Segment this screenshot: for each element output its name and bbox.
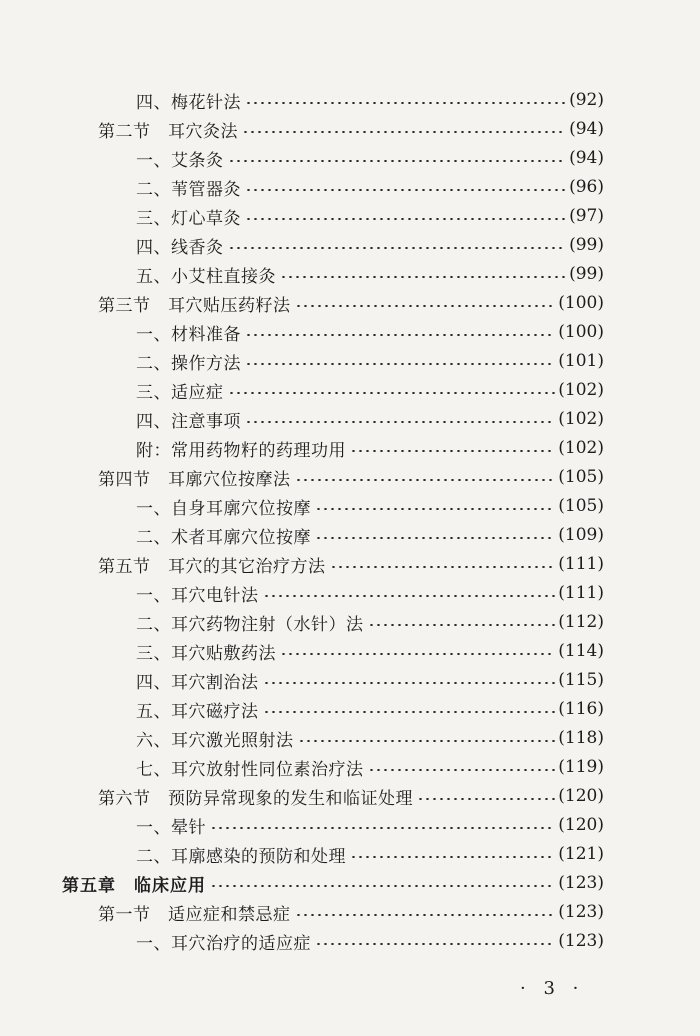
toc-entry-item: [136, 666, 604, 694]
dot-leader: [245, 363, 555, 365]
toc-entry-item: [136, 840, 604, 868]
toc-entry-title: 一、耳穴电针法: [136, 585, 259, 606]
toc-entry-page: (100): [558, 293, 604, 313]
dot-leader: [295, 479, 556, 481]
toc-entry-item: [136, 434, 604, 462]
toc-entry-item: [136, 811, 604, 839]
toc-entry-title: 第五节 耳穴的其它治疗方法: [98, 556, 326, 577]
toc-entry-title: 三、耳穴贴敷药法: [136, 643, 276, 664]
toc-entry-title: 三、适应症: [136, 382, 224, 403]
toc-entry-title: 四、线香灸: [136, 237, 224, 258]
dot-leader: [228, 160, 567, 162]
toc-entry-title: 三、灯心草灸: [136, 208, 241, 229]
toc-entry-section: [98, 550, 604, 578]
dot-leader: [263, 595, 556, 597]
dot-leader: [315, 537, 555, 539]
toc-entry-page: (109): [558, 525, 604, 545]
toc-entry-section: [98, 289, 604, 317]
toc-entry-page: (123): [558, 902, 604, 922]
toc-entry-item: [136, 318, 604, 346]
toc-entry-title: 五、耳穴磁疗法: [136, 701, 259, 722]
toc-entry-chapter: [62, 869, 604, 897]
toc-entry-page: (111): [558, 554, 604, 574]
dot-leader: [245, 218, 566, 220]
toc-entry-page: (118): [558, 728, 604, 748]
toc-entry-title: 一、耳穴治疗的适应症: [136, 933, 311, 954]
toc-entry-page: (119): [558, 757, 604, 777]
toc-entry-page: (116): [558, 699, 604, 719]
toc-entry-section: [98, 782, 604, 810]
dot-leader: [350, 856, 555, 858]
dot-leader: [280, 653, 555, 655]
toc-entry-page: (115): [558, 670, 604, 690]
toc-entry-page: (99): [569, 235, 604, 255]
dot-leader: [330, 566, 556, 568]
toc-entry-page: (111): [558, 583, 604, 603]
page-number: · 3 ·: [520, 978, 585, 999]
toc-entry-title: 七、耳穴放射性同位素治疗法: [136, 759, 364, 780]
toc-entry-page: (120): [558, 815, 604, 835]
toc-entry-section: [98, 115, 604, 143]
toc-entry-page: (92): [569, 90, 604, 110]
toc-entry-item: [136, 405, 604, 433]
toc-entry-title: 一、艾条灸: [136, 150, 224, 171]
toc-entry-page: (102): [558, 409, 604, 429]
toc-entry-title: 四、耳穴割治法: [136, 672, 259, 693]
dot-leader: [228, 247, 567, 249]
toc-entry-page: (105): [558, 496, 604, 516]
toc-entry-title: 第三节 耳穴贴压药籽法: [98, 295, 291, 316]
dot-leader: [263, 682, 556, 684]
toc-entry-title: 二、耳廓感染的预防和处理: [136, 846, 346, 867]
toc-entry-item: [136, 521, 604, 549]
toc-entry-title: 四、注意事项: [136, 411, 241, 432]
toc-entry-item: [136, 86, 604, 114]
dot-leader: [350, 450, 555, 452]
toc-entry-page: (120): [558, 786, 604, 806]
toc-entry-item: [136, 695, 604, 723]
toc-entry-title: 四、梅花针法: [136, 92, 241, 113]
toc-entry-item: [136, 753, 604, 781]
toc-entry-title: 六、耳穴激光照射法: [136, 730, 294, 751]
toc-entry-page: (100): [558, 322, 604, 342]
dot-leader: [298, 740, 556, 742]
toc-entry-page: (99): [569, 264, 604, 284]
toc-entry-item: [136, 144, 604, 172]
toc-entry-title: 第六节 预防异常现象的发生和临证处理: [98, 788, 413, 809]
toc-entry-item: [136, 260, 604, 288]
toc-entry-item: [136, 579, 604, 607]
toc-entry-item: [136, 724, 604, 752]
toc-entry-title: 第四节 耳廓穴位按摩法: [98, 469, 291, 490]
toc-entry-title: 二、操作方法: [136, 353, 241, 374]
dot-leader: [242, 131, 566, 133]
toc-entry-page: (114): [558, 641, 604, 661]
dot-leader: [245, 334, 555, 336]
toc-entry-title: 二、耳穴药物注射（水针）法: [136, 614, 364, 635]
toc-entry-page: (97): [569, 206, 604, 226]
toc-entry-item: [136, 492, 604, 520]
toc-entry-page: (96): [569, 177, 604, 197]
toc-entry-title: 第二节 耳穴灸法: [98, 121, 238, 142]
toc-entry-page: (105): [558, 467, 604, 487]
toc-entry-page: (102): [558, 380, 604, 400]
toc-entry-title: 二、苇管器灸: [136, 179, 241, 200]
toc-entry-title: 一、晕针: [136, 817, 206, 838]
dot-leader: [315, 943, 555, 945]
toc-entry-page: (94): [569, 148, 604, 168]
dot-leader: [210, 885, 555, 887]
toc-entry-title: 一、自身耳廓穴位按摩: [136, 498, 311, 519]
dot-leader: [210, 827, 555, 829]
dot-leader: [263, 711, 556, 713]
dot-leader: [228, 392, 556, 394]
toc-entry-item: [136, 202, 604, 230]
toc-entry-title: 附：常用药物籽的药理功用: [136, 440, 346, 461]
dot-leader: [417, 798, 555, 800]
toc-entry-page: (123): [558, 931, 604, 951]
dot-leader: [245, 421, 555, 423]
toc-entry-page: (102): [558, 438, 604, 458]
dot-leader: [295, 914, 556, 916]
toc-entry-page: (112): [558, 612, 604, 632]
toc-entry-title: 五、小艾柱直接灸: [136, 266, 276, 287]
dot-leader: [245, 102, 566, 104]
toc-entry-page: (94): [569, 119, 604, 139]
toc-entry-title: 第一节 适应症和禁忌症: [98, 904, 291, 925]
toc-entry-item: [136, 347, 604, 375]
toc-entry-item: [136, 231, 604, 259]
toc-entry-item: [136, 637, 604, 665]
toc-entry-item: [136, 173, 604, 201]
toc-entry-page: (101): [558, 351, 604, 371]
toc-entry-item: [136, 608, 604, 636]
toc-entry-item: [136, 376, 604, 404]
toc-entry-title: 一、材料准备: [136, 324, 241, 345]
dot-leader: [295, 305, 556, 307]
toc-entry-page: (123): [558, 873, 604, 893]
dot-leader: [368, 769, 556, 771]
toc-entry-title: 二、术者耳廓穴位按摩: [136, 527, 311, 548]
toc-entry-section: [98, 898, 604, 926]
toc-entry-item: [136, 927, 604, 955]
toc-entry-title: 第五章 临床应用: [62, 875, 206, 896]
dot-leader: [280, 276, 566, 278]
toc-entry-section: [98, 463, 604, 491]
toc-entry-page: (121): [558, 844, 604, 864]
dot-leader: [245, 189, 566, 191]
dot-leader: [315, 508, 555, 510]
dot-leader: [368, 624, 556, 626]
